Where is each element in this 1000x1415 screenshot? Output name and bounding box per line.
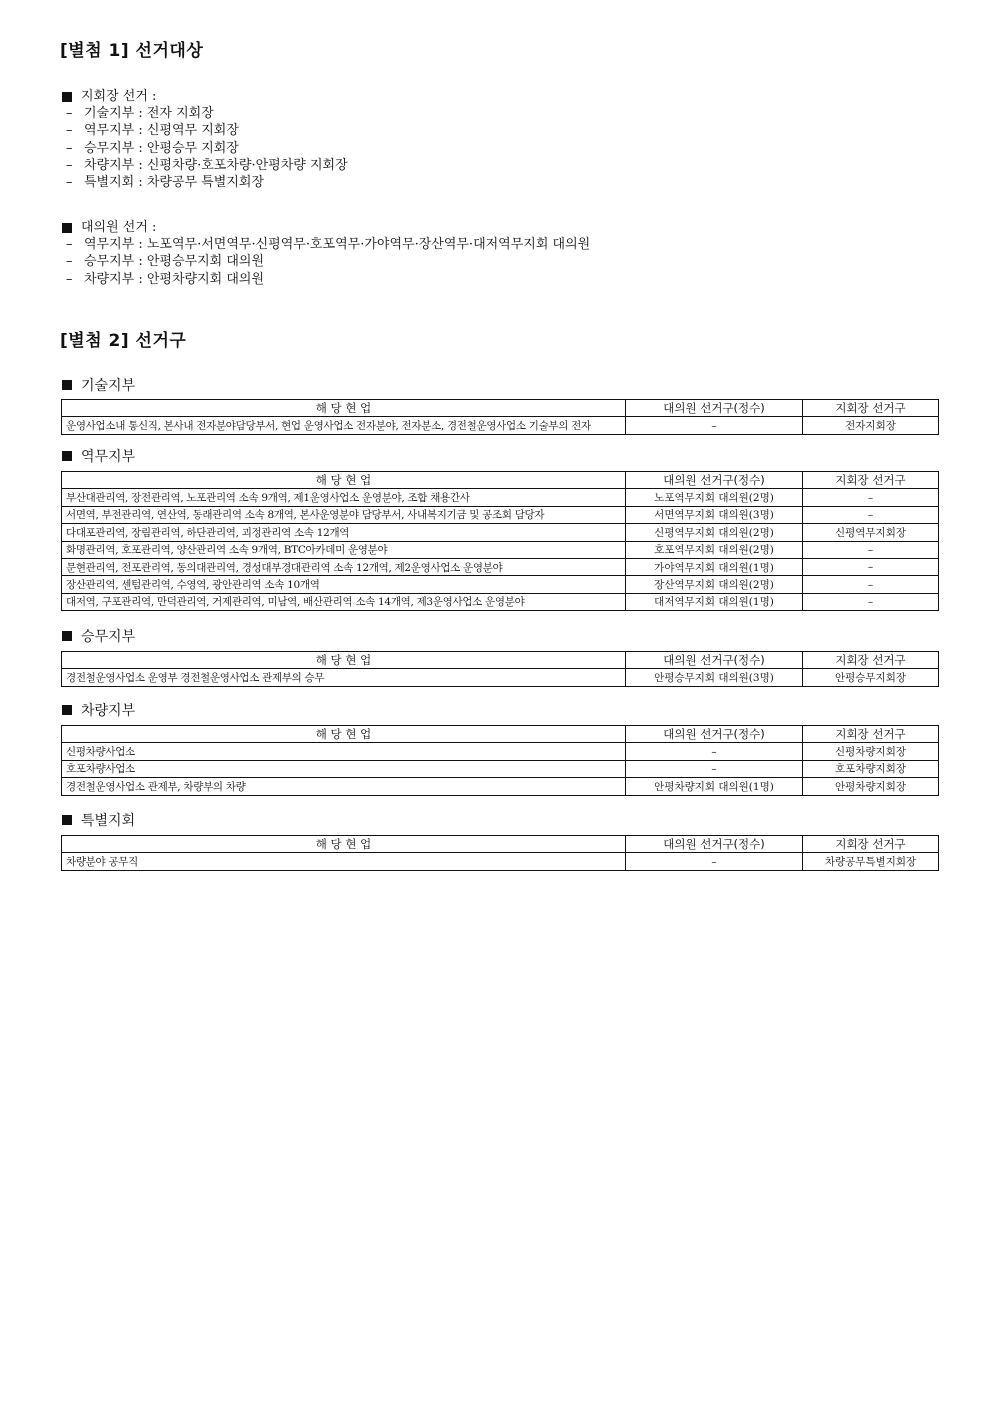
cell-delegate: – — [626, 743, 803, 760]
cell-delegate: 장산역무지회 대의원(2명) — [626, 576, 803, 593]
dash-icon: – — [66, 254, 73, 270]
delegate-election — [60, 219, 590, 288]
cell-site: 신평차량사업소 — [62, 743, 626, 760]
col-header-head: 지회장 선거구 — [803, 836, 939, 853]
table-row — [62, 541, 939, 558]
cell-delegate: 안평승무지회 대의원(3명) — [626, 669, 803, 686]
list-item — [60, 174, 348, 191]
cell-site: 대저역, 구포관리역, 만덕관리역, 거제관리역, 미남역, 배산관리역 소속 14개역, 제3운영사업소 운영분야 — [62, 593, 626, 610]
list-item — [60, 140, 348, 157]
cell-site: 경전철운영사업소 운영부 경전철운영사업소 관제부의 승무 — [62, 669, 626, 686]
cell-site: 차량분야 공무직 — [62, 853, 626, 870]
section-heading-tech — [60, 375, 135, 395]
square-bullet-icon — [62, 380, 72, 390]
cell-site: 장산관리역, 센텀관리역, 수영역, 광안관리역 소속 10개역 — [62, 576, 626, 593]
col-header-head: 지회장 선거구 — [803, 726, 939, 743]
dash-icon: – — [66, 106, 73, 122]
cell-site: 다대포관리역, 장림관리역, 하단관리역, 괴정관리역 소속 12개역 — [62, 524, 626, 541]
table-header-row — [62, 726, 939, 743]
col-header-head: 지회장 선거구 — [803, 652, 939, 669]
cell-head: – — [803, 558, 939, 575]
table-row — [62, 524, 939, 541]
table-row — [62, 669, 939, 686]
cell-head: – — [803, 593, 939, 610]
delegate-heading-row — [60, 219, 590, 236]
table-row — [62, 743, 939, 760]
square-bullet-icon — [62, 815, 72, 825]
cell-delegate: 호포역무지회 대의원(2명) — [626, 541, 803, 558]
table-header-row — [62, 836, 939, 853]
table-header-row — [62, 472, 939, 489]
cell-head: 전자지회장 — [803, 417, 939, 434]
table-row — [62, 853, 939, 870]
cell-site: 부산대관리역, 장전관리역, 노포관리역 소속 9개역, 제1운영사업소 운영분야, 조합 채용간사 — [62, 489, 626, 506]
table-row — [62, 593, 939, 610]
list-item-text: 차량지부 : 신평차량·호포차량·안평차량 지회장 — [84, 157, 348, 173]
cell-delegate: – — [626, 853, 803, 870]
table-row — [62, 558, 939, 575]
table-station — [61, 471, 939, 611]
cell-head: 신평차량지회장 — [803, 743, 939, 760]
annex1-title: [별첨 1] 선거대상 — [60, 41, 204, 61]
square-bullet-icon — [62, 223, 72, 233]
list-item-text: 승무지부 : 안평승무지회 대의원 — [84, 254, 265, 270]
col-header-head: 지회장 선거구 — [803, 400, 939, 417]
table-tech — [61, 399, 939, 435]
square-bullet-icon — [62, 451, 72, 461]
table-header-row — [62, 652, 939, 669]
cell-delegate: 노포역무지회 대의원(2명) — [626, 489, 803, 506]
list-item-text: 기술지부 : 전자 지회장 — [84, 106, 214, 122]
section-name: 기술지부 — [81, 378, 136, 394]
section-heading-station — [60, 446, 135, 466]
list-item — [60, 253, 590, 270]
cell-delegate: – — [626, 417, 803, 434]
col-header-delegate: 대의원 선거구(정수) — [626, 472, 803, 489]
list-item — [60, 122, 348, 139]
table-header-row — [62, 400, 939, 417]
col-header-site: 해 당 현 업 — [62, 652, 626, 669]
dash-icon: – — [66, 140, 73, 156]
section-name: 역무지부 — [81, 449, 136, 465]
cell-head: – — [803, 576, 939, 593]
cell-delegate: 서면역무지회 대의원(3명) — [626, 506, 803, 523]
branch-head-election — [60, 88, 348, 191]
cell-delegate: 신평역무지회 대의원(2명) — [626, 524, 803, 541]
cell-head: – — [803, 506, 939, 523]
branch-head-heading-row — [60, 88, 348, 105]
col-header-head: 지회장 선거구 — [803, 472, 939, 489]
dash-icon: – — [66, 237, 73, 253]
annex2-title: [별첨 2] 선거구 — [60, 331, 187, 351]
square-bullet-icon — [62, 705, 72, 715]
table-row — [62, 417, 939, 434]
list-item — [60, 271, 590, 288]
section-heading-vehicle — [60, 700, 135, 720]
list-item — [60, 236, 590, 253]
cell-site: 문현관리역, 전포관리역, 동의대관리역, 경성대부경대관리역 소속 12개역, 제2운영사업소 운영분야 — [62, 558, 626, 575]
table-vehicle — [61, 725, 939, 796]
dash-icon: – — [66, 175, 73, 191]
cell-head: 안평차량지회장 — [803, 778, 939, 795]
list-item-text: 승무지부 : 안평승무 지회장 — [84, 140, 239, 156]
col-header-delegate: 대의원 선거구(정수) — [626, 652, 803, 669]
col-header-site: 해 당 현 업 — [62, 836, 626, 853]
cell-site: 경전철운영사업소 관제부, 차량부의 차량 — [62, 778, 626, 795]
cell-head: 안평승무지회장 — [803, 669, 939, 686]
col-header-delegate: 대의원 선거구(정수) — [626, 400, 803, 417]
col-header-delegate: 대의원 선거구(정수) — [626, 836, 803, 853]
list-item — [60, 105, 348, 122]
cell-head: 차량공무특별지회장 — [803, 853, 939, 870]
dash-icon: – — [66, 157, 73, 173]
col-header-site: 해 당 현 업 — [62, 472, 626, 489]
table-row — [62, 489, 939, 506]
delegate-heading: 대의원 선거 : — [81, 220, 157, 235]
table-row — [62, 576, 939, 593]
cell-head: 신평역무지회장 — [803, 524, 939, 541]
cell-delegate: – — [626, 760, 803, 777]
list-item-text: 차량지부 : 안평차량지회 대의원 — [84, 271, 265, 287]
cell-delegate: 가야역무지회 대의원(1명) — [626, 558, 803, 575]
cell-head: – — [803, 489, 939, 506]
table-special — [61, 835, 939, 871]
col-header-delegate: 대의원 선거구(정수) — [626, 726, 803, 743]
table-row — [62, 760, 939, 777]
section-heading-crew — [60, 626, 135, 646]
branch-head-heading: 지회장 선거 : — [81, 89, 157, 104]
dash-icon: – — [66, 271, 73, 287]
dash-icon: – — [66, 123, 73, 139]
section-name: 특별지회 — [81, 813, 136, 829]
list-item-text: 역무지부 : 신평역무 지회장 — [84, 123, 239, 139]
cell-site: 화명관리역, 호포관리역, 양산관리역 소속 9개역, BTC아카데미 운영분야 — [62, 541, 626, 558]
section-name: 승무지부 — [81, 629, 136, 645]
section-heading-special — [60, 810, 135, 830]
square-bullet-icon — [62, 92, 72, 102]
cell-head: – — [803, 541, 939, 558]
cell-head: 호포차량지회장 — [803, 760, 939, 777]
cell-delegate: 대저역무지회 대의원(1명) — [626, 593, 803, 610]
section-name: 차량지부 — [81, 703, 136, 719]
col-header-site: 해 당 현 업 — [62, 400, 626, 417]
square-bullet-icon — [62, 631, 72, 641]
table-crew — [61, 651, 939, 687]
list-item — [60, 157, 348, 174]
cell-site: 호포차량사업소 — [62, 760, 626, 777]
cell-site: 서면역, 부전관리역, 연산역, 동래관리역 소속 8개역, 본사운영분야 담당부서, 사내복지기금 및 공조회 담당자 — [62, 506, 626, 523]
list-item-text: 역무지부 : 노포역무·서면역무·신평역무·호포역무·가야역무·장산역무·대저역무지회 대의원 — [84, 237, 591, 253]
table-row — [62, 506, 939, 523]
list-item-text: 특별지회 : 차량공무 특별지회장 — [84, 175, 265, 191]
cell-site: 운영사업소내 통신직, 본사내 전자분야담당부서, 현업 운영사업소 전자분야, 전자분소, 경전철운영사업소 기술부의 전자 — [62, 417, 626, 434]
cell-delegate: 안평차량지회 대의원(1명) — [626, 778, 803, 795]
table-row — [62, 778, 939, 795]
col-header-site: 해 당 현 업 — [62, 726, 626, 743]
